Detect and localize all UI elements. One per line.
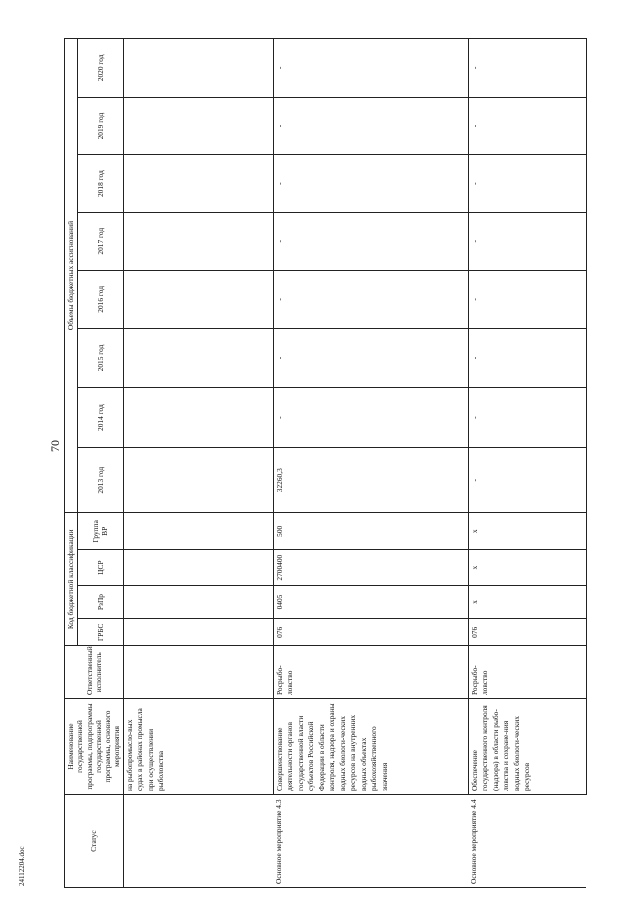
cell-csr: 2700400 [273,550,468,585]
page-number: 70 [48,440,62,452]
cell-2018: - [273,155,468,213]
cell-2015: - [273,329,468,388]
cell-2020: - [273,39,468,98]
cell-status [123,795,273,888]
cell-status: Основное мероприятие 4.4 [468,795,586,888]
cell-2016: - [273,270,468,329]
cell-vr: x [468,513,586,550]
cell-2016: - [468,270,586,329]
cell-2015 [123,329,273,388]
cell-2013: 32260,3 [273,448,468,513]
header-year-2015: 2015 год [78,329,124,388]
table-row [123,39,273,888]
cell-executor: Росрыбо-ловство [273,646,468,699]
cell-name: Обеспечение государственного контроля (надзора) в области рыбо-ловства и сохране-ния водных биологи-ческих ресурсов [468,699,586,795]
cell-grbs: 076 [468,619,586,646]
cell-2018 [123,155,273,213]
cell-csr [123,550,273,585]
cell-2014: - [273,387,468,448]
cell-2017 [123,212,273,270]
cell-2017: - [468,212,586,270]
header-vr: Группа ВР [78,513,124,550]
table-row [273,39,468,888]
cell-2017: - [273,212,468,270]
header-grbs: ГРБС [78,619,124,646]
cell-rzpr: x [468,585,586,618]
cell-csr: x [468,550,586,585]
header-name: Наименование государственной программы, подпрограммы государственной программы, основного мероприятия [65,699,124,795]
header-executor: Ответственный исполнитель [65,646,124,699]
header-year-2014: 2014 год [78,387,124,448]
cell-2019: - [273,97,468,155]
header-year-2017: 2017 год [78,212,124,270]
cell-2014: - [468,387,586,448]
cell-2015: - [468,329,586,388]
document-code: 24112204.doc [18,846,26,886]
header-volumes: Объемы бюджетных ассигнований [65,39,78,513]
cell-2019: - [468,97,586,155]
header-year-2018: 2018 год [78,155,124,213]
cell-grbs: 076 [273,619,468,646]
header-status: Статус [65,795,124,888]
header-year-2020: 2020 год [78,39,124,98]
cell-2013 [123,448,273,513]
cell-rzpr: 0405 [273,585,468,618]
cell-name: на рыбопромысло-вых судах в районах промысла при осуществлении рыболовства [123,699,273,795]
cell-grbs [123,619,273,646]
header-code-group: Код бюджетной классификации [65,513,78,646]
cell-2020: - [468,39,586,98]
header-csr: ЦСР [78,550,124,585]
cell-status: Основное мероприятие 4.3 [273,795,468,888]
budget-table [64,38,587,888]
table-row [468,39,586,888]
cell-2020 [123,39,273,98]
header-year-2013: 2013 год [78,448,124,513]
cell-2014 [123,387,273,448]
cell-executor [123,646,273,699]
header-year-2019: 2019 год [78,97,124,155]
cell-vr: 500 [273,513,468,550]
cell-rzpr [123,585,273,618]
cell-2016 [123,270,273,329]
header-year-2016: 2016 год [78,270,124,329]
cell-2018: - [468,155,586,213]
cell-2013: - [468,448,586,513]
cell-executor: Росрыбо-ловство [468,646,586,699]
header-rzpr: РзПр [78,585,124,618]
cell-name: Совершенствование деятельности органов государственной власти субъектов Российской Федерации в области контроля, надзора и охраны водных биологи-ческих ресурсов на внутренних водных объектах рыбохозяйственного значения [273,699,468,795]
budget-table-rotated [64,38,640,888]
cell-2019 [123,97,273,155]
cell-vr [123,513,273,550]
